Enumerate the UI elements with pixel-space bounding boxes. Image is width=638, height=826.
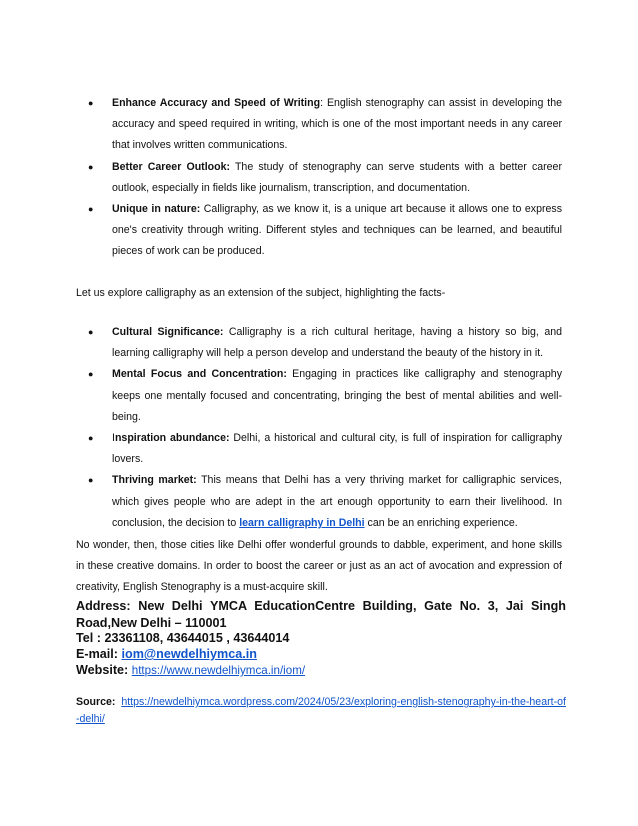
- learn-calligraphy-link[interactable]: learn calligraphy in Delhi: [239, 516, 365, 529]
- benefits-list: [88, 93, 562, 263]
- list-item-text: Engaging in practices like calligraphy and stenography keeps one mentally focused and concentrating, bringing the best of mental abilities and well-being.: [112, 368, 562, 423]
- list-item: [88, 93, 562, 157]
- list-item-text: Calligraphy, as we know it, is a unique art because it allows one to express one's creativity through writing. Different styles and techniques can be learned, and beautiful pieces of work can be produced.: [112, 203, 562, 258]
- list-item-title: nspiration abundance:: [114, 432, 230, 445]
- list-item: [88, 364, 562, 428]
- list-item-text: English stenography can assist in developing the accuracy and speed required in writing, which is one of the most important needs in any career that involves written communications.: [112, 97, 562, 152]
- bullet-icon: ●: [88, 161, 94, 172]
- list-item: [88, 199, 562, 263]
- list-item-title: Unique in nature:: [112, 203, 201, 216]
- list-item-title: Cultural Significance:: [112, 326, 224, 338]
- list-item-title: Better Career Outlook:: [112, 160, 231, 173]
- bullet-icon: ●: [88, 327, 94, 337]
- source-link[interactable]: https://newdelhiymca.wordpress.com/2024/05/23/exploring-english-stenography-in-the-heart-of-delhi/: [76, 696, 566, 725]
- bullet-icon: ●: [88, 475, 94, 486]
- intro-paragraph: Let us explore calligraphy as an extension of the subject, highlighting the facts-: [76, 287, 446, 299]
- email-link[interactable]: iom@newdelhiymca.in: [121, 647, 257, 661]
- bullet-icon: ●: [88, 204, 94, 215]
- list-item-text: This means that Delhi has a very thriving market for calligraphic services, which gives people who are adept in the art enough opportunity to earn their livelihood. In conclusion, the decision to: [112, 474, 562, 529]
- source-label: Source:: [76, 696, 116, 708]
- list-item-text: The study of stenography can serve students with a better career outlook, especially in fields like journalism, transcription, and documentation.: [112, 160, 562, 194]
- list-item-title: Mental Focus and Concentration:: [112, 368, 287, 381]
- list-item: [88, 428, 562, 470]
- bullet-icon: ●: [88, 369, 94, 380]
- email-label: E-mail:: [76, 647, 122, 661]
- list-item-title: Enhance Accuracy and Speed of Writing: [112, 97, 321, 109]
- list-item: [88, 470, 562, 534]
- list-item-title: Thriving market:: [112, 474, 197, 487]
- contact-website-row: [76, 662, 566, 680]
- contact-email-row: [76, 646, 566, 663]
- closing-paragraph: No wonder, then, those cities like Delhi offer wonderful grounds to dabble, experiment, and hone skills in these creative domains. In order to boost the career or just as an act of avocation and expression of creativity, English Stenography is a must-acquire skill.: [76, 539, 562, 594]
- list-item: [88, 322, 562, 364]
- bullet-icon: ●: [88, 98, 94, 108]
- list-item-text-after: can be an enriching experience.: [364, 516, 518, 529]
- list-item: [88, 157, 562, 199]
- list-item-sep: :: [320, 97, 324, 109]
- list-item-text: Calligraphy is a rich cultural heritage, having a history so big, and learning calligraphy will help a person develop and understand the beauty of the history in it.: [112, 326, 562, 360]
- list-item-title-prefix: I: [112, 432, 115, 445]
- contact-address: Address: New Delhi YMCA EducationCentre Building, Gate No. 3, Jai Singh Road,New Delhi – 110001: [76, 599, 566, 630]
- list-item-text: Delhi, a historical and cultural city, is full of inspiration for calligraphy lovers.: [112, 432, 562, 466]
- website-link[interactable]: https://www.newdelhiymca.in/iom/: [131, 664, 306, 677]
- website-label: Website:: [76, 663, 132, 677]
- bullet-icon: ●: [88, 433, 94, 444]
- source-line: [76, 694, 566, 727]
- contact-phone: Tel : 23361108, 43644015 , 43644014: [76, 631, 290, 645]
- facts-list: [88, 322, 562, 534]
